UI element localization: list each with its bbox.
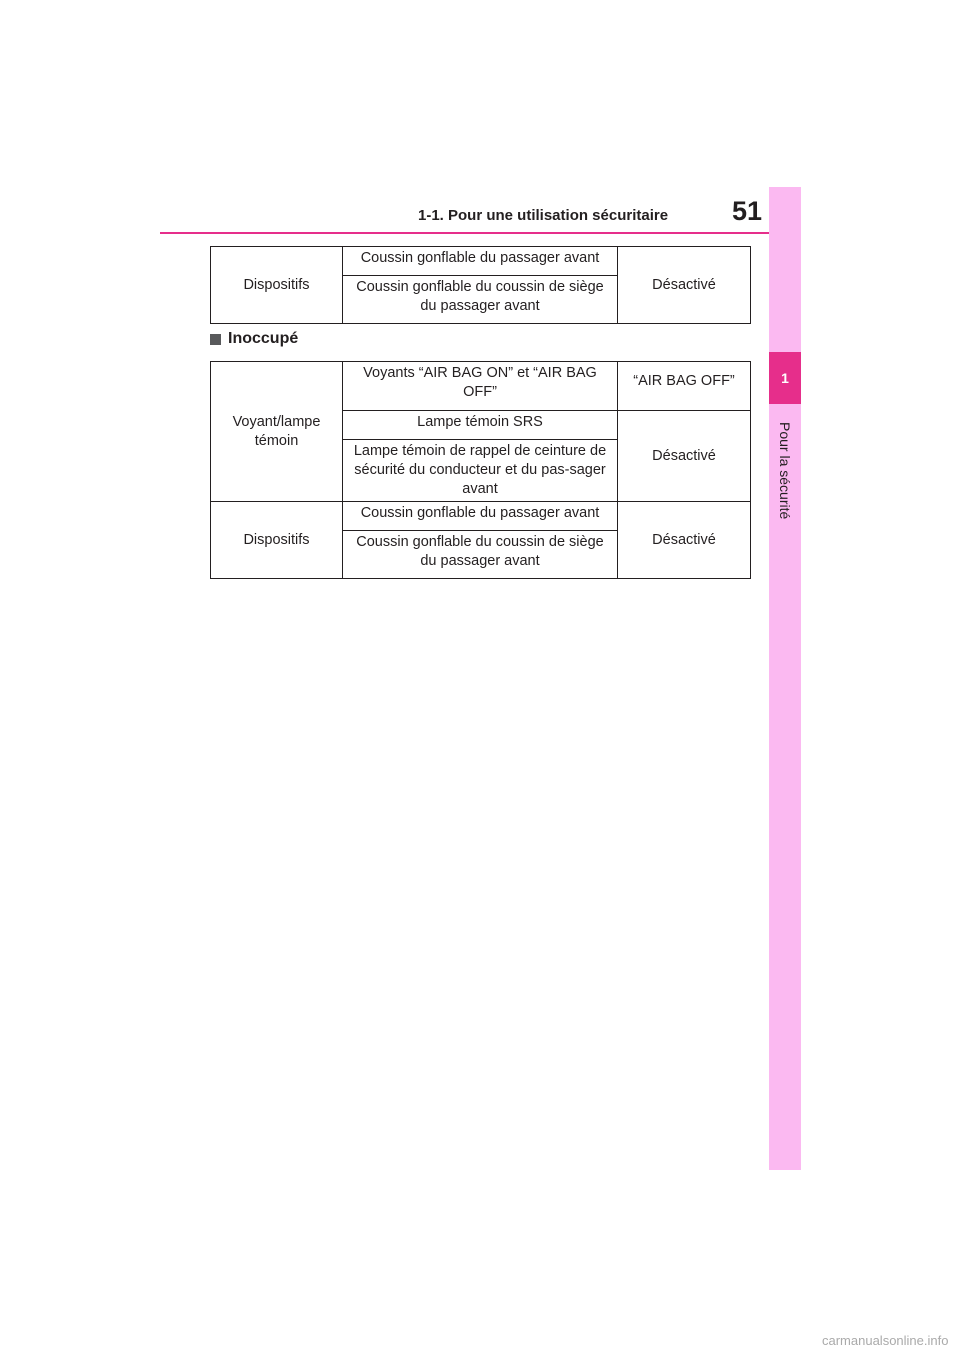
table-cell-status: Désactivé xyxy=(618,247,751,324)
square-bullet-icon xyxy=(210,334,221,345)
table-cell-category: Dispositifs xyxy=(211,247,343,324)
table-cell-lamp: Voyants “AIR BAG ON” et “AIR BAG OFF” xyxy=(343,362,618,411)
table-cell-device: Coussin gonflable du passager avant xyxy=(343,247,618,276)
table-cell-device: Coussin gonflable du coussin de siège du passager avant xyxy=(343,531,618,579)
chapter-side-tab xyxy=(769,187,801,1170)
footer-watermark: carmanualsonline.info xyxy=(822,1333,949,1348)
table-cell-lamp: Lampe témoin SRS xyxy=(343,411,618,440)
table-cell-status: “AIR BAG OFF” xyxy=(618,362,751,411)
section-heading xyxy=(210,330,298,348)
section-heading-text: Inoccupé xyxy=(228,330,299,347)
table-cell-device: Coussin gonflable du passager avant xyxy=(343,502,618,531)
chapter-number: 1 xyxy=(781,370,789,386)
chapter-marker xyxy=(769,352,801,404)
section-header-title: 1-1. Pour une utilisation sécuritaire xyxy=(418,207,669,224)
table-cell-category: Voyant/lampe témoin xyxy=(211,362,343,502)
table-cell-device: Coussin gonflable du coussin de siège du passager avant xyxy=(343,276,618,324)
table-cell-category: Dispositifs xyxy=(211,502,343,579)
devices-table-top xyxy=(210,246,751,324)
header-divider xyxy=(160,232,769,234)
chapter-label: Pour la sécurité xyxy=(777,422,793,520)
page-number: 51 xyxy=(732,196,763,226)
table-cell-status: Désactivé xyxy=(618,411,751,502)
unoccupied-table xyxy=(210,361,751,579)
table-cell-lamp: Lampe témoin de rappel de ceinture de sécurité du conducteur et du pas-sager avant xyxy=(343,440,618,502)
table-cell-status: Désactivé xyxy=(618,502,751,579)
